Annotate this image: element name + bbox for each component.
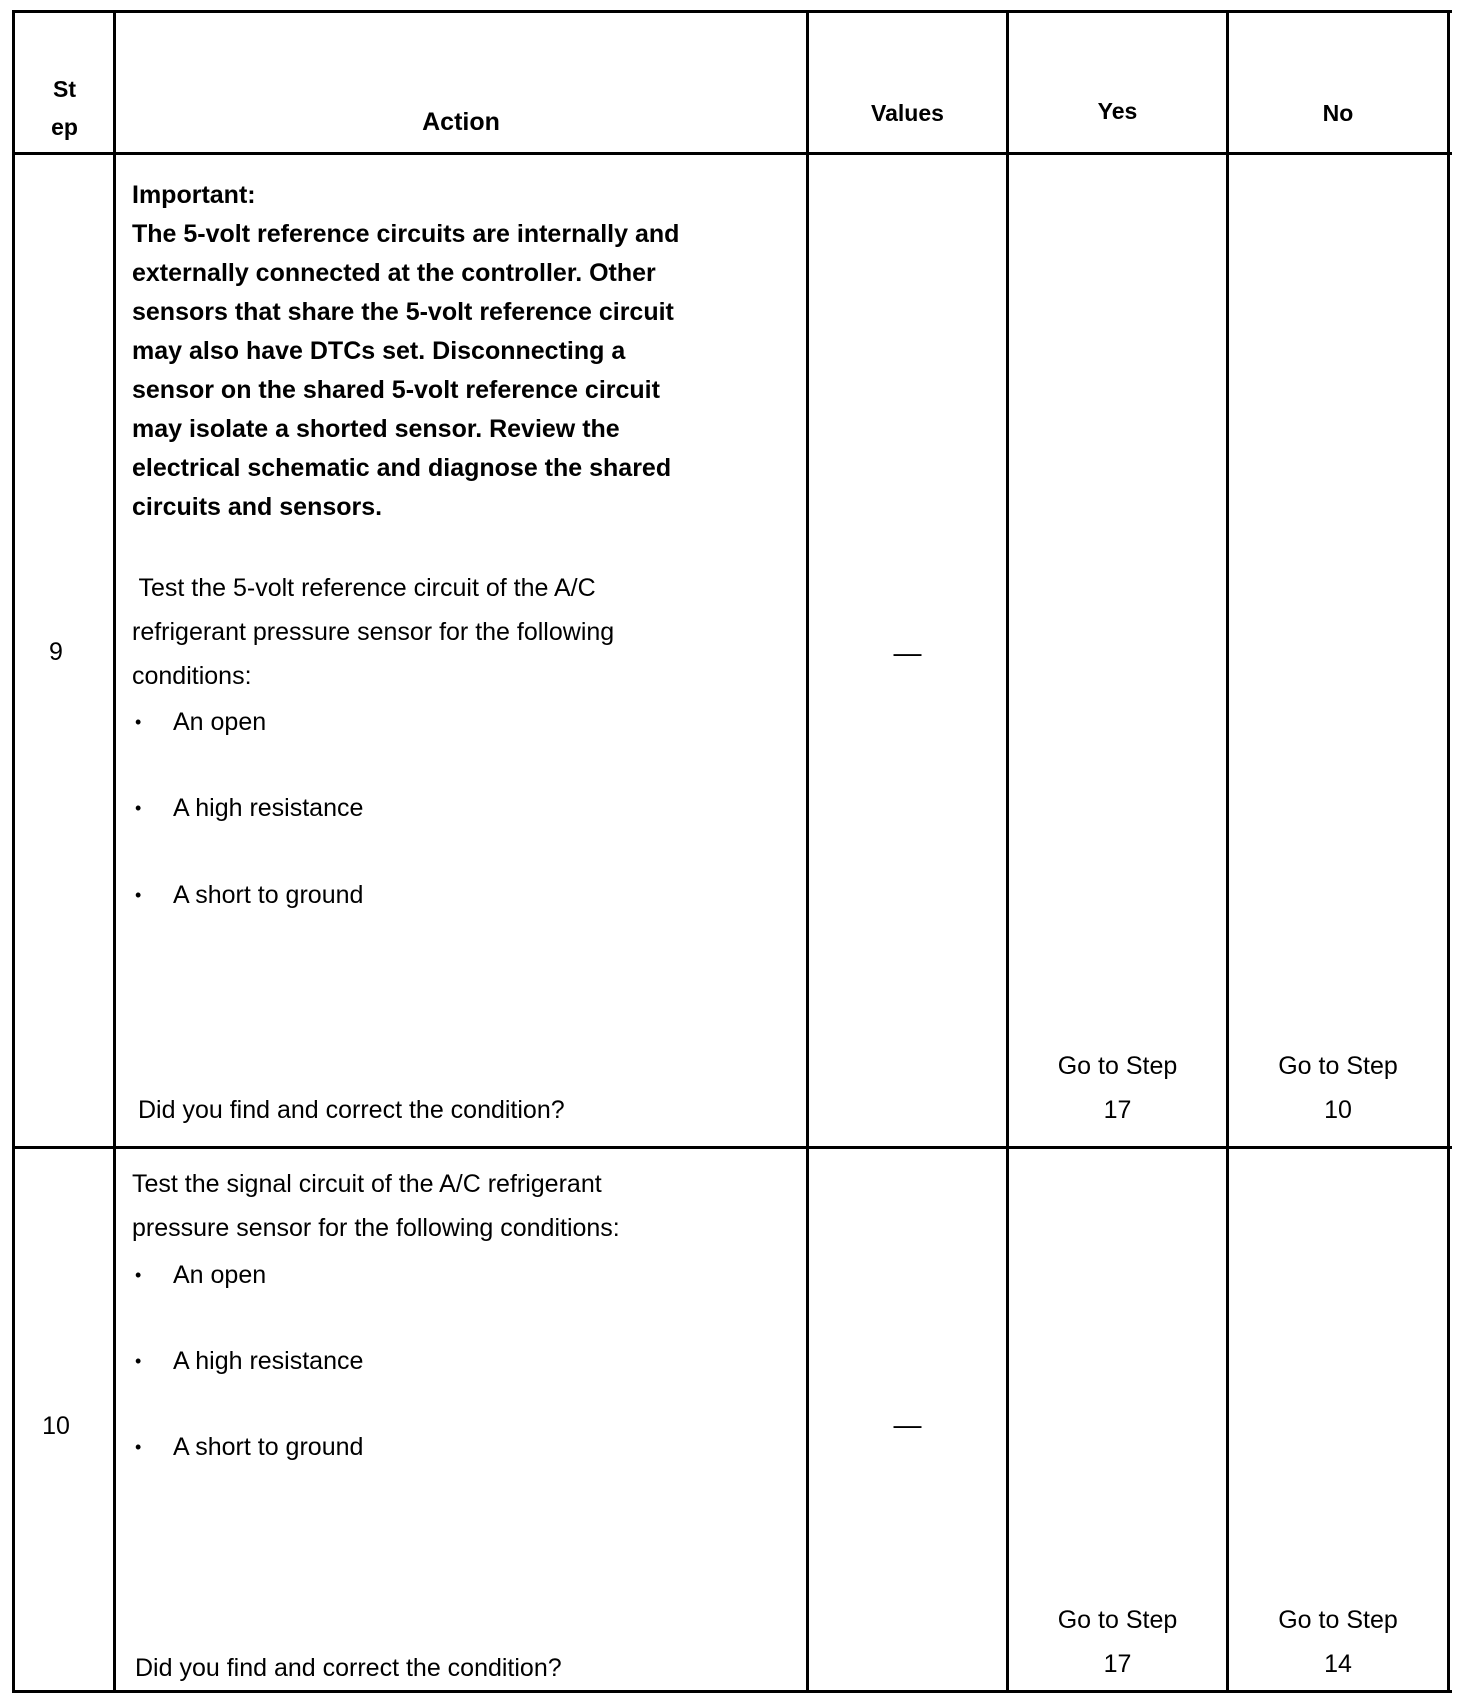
yes-goto: [1009, 1598, 1226, 1686]
no-goto: [1229, 1044, 1447, 1132]
yes-goto-step: 17: [1103, 1650, 1132, 1678]
value-dash: —: [893, 637, 922, 668]
header-yes: Yes: [1097, 98, 1138, 124]
column-divider-action: [806, 10, 809, 1693]
bullet-glyph: •: [135, 712, 142, 732]
no-goto: [1229, 1598, 1447, 1686]
bullet-glyph: •: [135, 1437, 142, 1457]
list-item-label: A high resistance: [173, 1347, 364, 1375]
column-divider-yes: [1226, 10, 1229, 1693]
yes-goto: [1009, 1044, 1226, 1132]
column-divider-step: [113, 10, 116, 1693]
yes-goto-label: Go to Step: [1057, 1052, 1178, 1080]
yes-goto-step: 17: [1103, 1096, 1132, 1124]
row-divider: [12, 1146, 1452, 1149]
header-values: Values: [871, 100, 944, 126]
header-step-line1: St: [53, 76, 76, 102]
important-line: circuits and sensors.: [132, 493, 383, 521]
important-line: externally connected at the controller. Other: [132, 259, 656, 287]
table-right-border: [1447, 10, 1450, 1693]
table-left-border: [12, 10, 15, 1693]
bullet-glyph: •: [135, 885, 142, 905]
important-line: may isolate a shorted sensor. Review the: [132, 415, 620, 443]
question-text: Did you find and correct the condition?: [135, 1654, 562, 1682]
important-line: sensor on the shared 5-volt reference circuit: [132, 376, 660, 404]
step-number: 9: [49, 638, 63, 666]
list-item-label: A high resistance: [173, 794, 364, 822]
no-goto-label: Go to Step: [1278, 1052, 1398, 1080]
important-line: sensors that share the 5-volt reference circuit: [132, 298, 674, 326]
bullet-glyph: •: [135, 798, 142, 818]
list-item-label: An open: [173, 708, 267, 736]
table-top-border: [12, 10, 1452, 13]
list-item-label: An open: [173, 1261, 267, 1289]
list-item-label: A short to ground: [173, 881, 364, 909]
question-text: Did you find and correct the condition?: [138, 1096, 565, 1124]
important-label: Important:: [132, 181, 256, 209]
list-item-label: A short to ground: [173, 1433, 364, 1461]
no-goto-label: Go to Step: [1278, 1606, 1398, 1634]
action-line: Test the 5-volt reference circuit of the A/C: [132, 574, 596, 602]
action-line: Test the signal circuit of the A/C refrigerant: [132, 1170, 602, 1198]
important-line: may also have DTCs set. Disconnecting a: [132, 337, 626, 365]
header-step: [16, 70, 113, 146]
value-dash: —: [893, 1409, 922, 1440]
action-line: pressure sensor for the following conditions:: [132, 1214, 620, 1242]
no-goto-step: 10: [1324, 1096, 1352, 1124]
action-line: conditions:: [132, 662, 252, 690]
important-line: The 5-volt reference circuits are internally and: [132, 220, 680, 248]
bullet-glyph: •: [135, 1351, 142, 1371]
column-divider-values: [1006, 10, 1009, 1693]
important-note: [132, 176, 782, 527]
no-goto-step: 14: [1324, 1650, 1352, 1678]
important-line: electrical schematic and diagnose the shared: [132, 454, 672, 482]
header-bottom-border: [12, 152, 1452, 155]
bullet-glyph: •: [135, 1265, 142, 1285]
yes-goto-label: Go to Step: [1057, 1606, 1178, 1634]
step-number: 10: [42, 1412, 70, 1440]
header-action: Action: [422, 108, 500, 136]
header-no: No: [1322, 100, 1354, 126]
table-bottom-border: [12, 1690, 1452, 1693]
action-line: refrigerant pressure sensor for the following: [132, 618, 615, 646]
header-step-line2: ep: [51, 114, 78, 140]
